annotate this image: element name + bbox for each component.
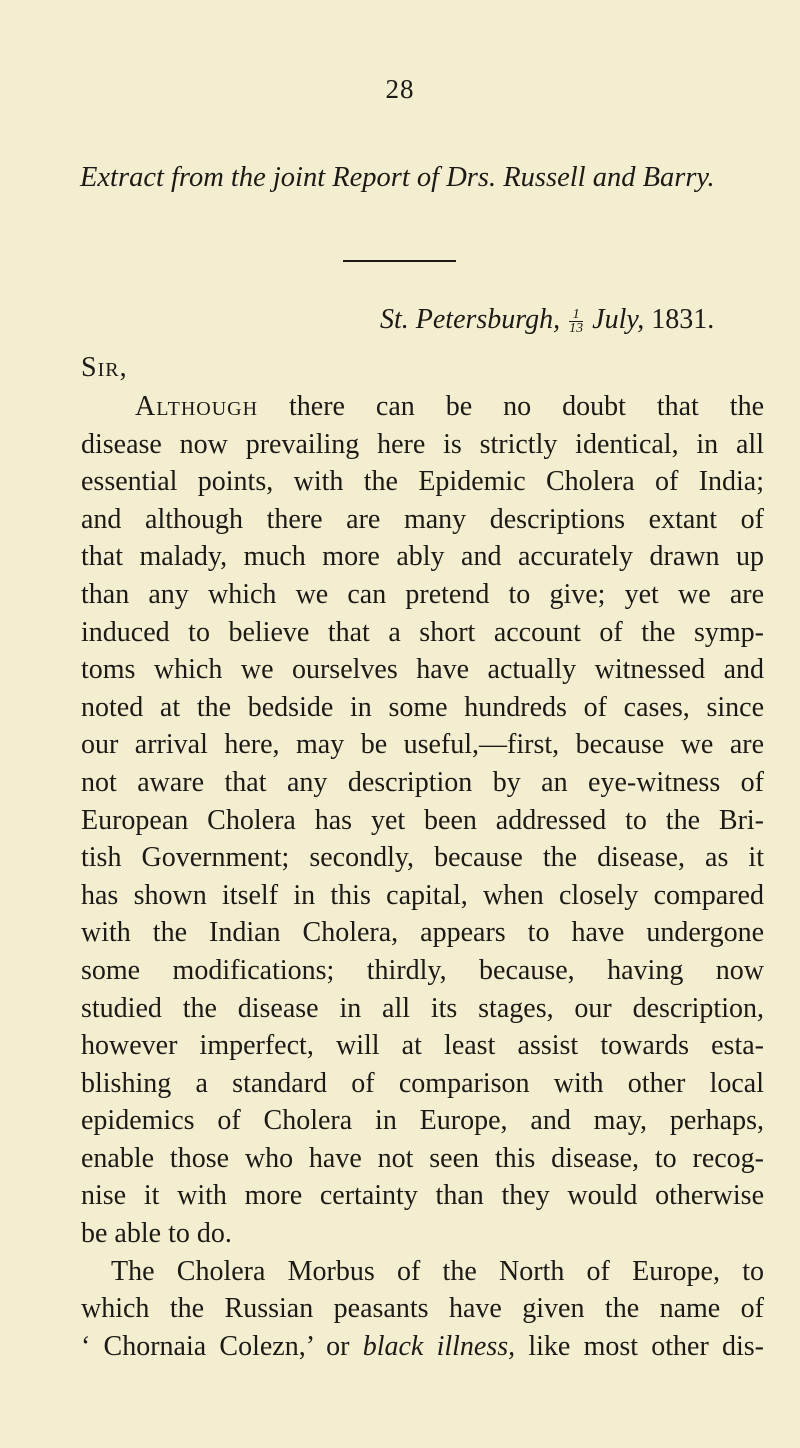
body-line: enable those who have not seen this disease, to recog- xyxy=(81,1142,764,1174)
divider-rule xyxy=(343,260,456,262)
body-line: essential points, with the Epidemic Cholera of India; xyxy=(81,466,764,498)
body-line xyxy=(81,1328,764,1366)
body-line: with the Indian Cholera, appears to have undergone xyxy=(81,917,764,949)
dateline-day-old-style: 1 xyxy=(569,308,583,322)
body-line: not aware that any description by an eye-witness of xyxy=(81,766,764,798)
body-line: however imperfect, will at least assist towards esta- xyxy=(81,1030,764,1062)
dateline-day-new-style: 13 xyxy=(569,321,584,337)
body-line: epidemics of Cholera in Europe, and may, perhaps, xyxy=(81,1105,764,1137)
body-line: studied the disease in all its stages, our description, xyxy=(81,992,764,1024)
body-line-italic: black illness, xyxy=(362,1330,516,1362)
dateline-month: July, xyxy=(592,304,645,335)
page-number: 28 xyxy=(385,74,415,104)
body-line: which the Russian peasants have given the name of xyxy=(81,1293,764,1325)
body-line-small-caps: Although xyxy=(135,391,259,422)
body-line: tish Government; secondly, because the disease, as it xyxy=(81,842,764,874)
body-line: European Cholera has yet been addressed to the Bri- xyxy=(81,804,764,836)
body-line: noted at the bedside in some hundreds of cases, since xyxy=(81,691,764,723)
body-line: than any which we can pretend to give; yet we are xyxy=(81,578,764,610)
body-line: and although there are many descriptions extant of xyxy=(81,503,764,535)
body-line: disease now prevailing here is strictly identical, in all xyxy=(81,428,764,460)
dateline-place: St. Petersburgh, xyxy=(380,304,561,335)
body-line: blishing a standard of comparison with other local xyxy=(81,1067,764,1099)
body-line: nise it with more certainty than they would otherwise xyxy=(81,1180,764,1212)
body-line-lead: ‘ Chornaia Colezn,’ or xyxy=(81,1330,363,1362)
dateline-year: 1831. xyxy=(651,304,715,335)
body-line: be able to do. xyxy=(81,1218,232,1250)
body-line: our arrival here, may be useful,—first, because we are xyxy=(81,729,764,761)
dateline xyxy=(380,304,714,336)
body-line: toms which we ourselves have actually witnessed and xyxy=(81,654,764,686)
letter-body xyxy=(81,388,764,1365)
body-line: that malady, much more ably and accurately drawn up xyxy=(81,541,764,573)
body-line: has shown itself in this capital, when closely compared xyxy=(81,879,764,911)
salutation: Sir, xyxy=(81,352,128,383)
body-line: The Cholera Morbus of the North of Europe, to xyxy=(111,1255,764,1287)
body-line xyxy=(81,388,764,426)
body-line: induced to believe that a short account of the symp- xyxy=(81,616,764,648)
extract-heading: Extract from the joint Report of Drs. Russell and Barry. xyxy=(80,162,715,193)
body-line: some modifications; thirdly, because, having now xyxy=(81,954,764,986)
body-line-rest: there can be no doubt that the xyxy=(258,391,764,422)
dateline-day xyxy=(567,308,585,335)
body-line-rest: like most other dis- xyxy=(515,1330,764,1362)
